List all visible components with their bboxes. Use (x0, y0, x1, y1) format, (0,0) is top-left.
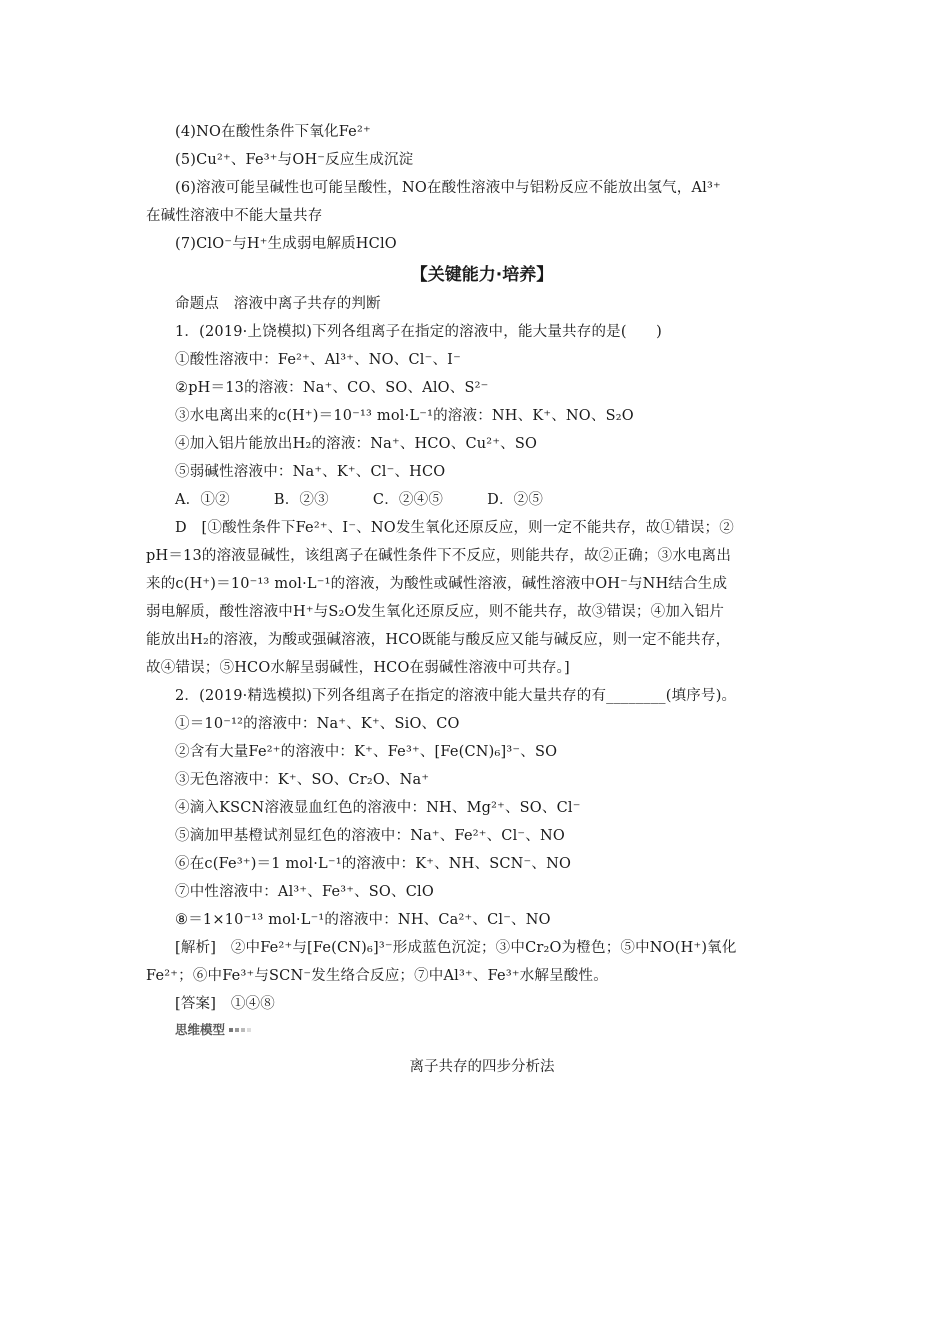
option-line: ⑤滴加甲基橙试剂显红色的溶液中：Na⁺、Fe²⁺、Cl⁻、NO (175, 828, 565, 844)
topic-heading: 命题点 溶液中离子共存的判断 (175, 296, 381, 312)
answer-explanation: 来的c(H⁺)＝10⁻¹³ mol·L⁻¹的溶液，为酸性或碱性溶液，碱性溶液中OH⁻与NH结合生成 (146, 576, 728, 592)
document-content (146, 118, 818, 1082)
option-line: ④滴入KSCN溶液显血红色的溶液中：NH、Mg²⁺、SO、Cl⁻ (175, 800, 581, 816)
option-line: ③无色溶液中：K⁺、SO、Cr₂O、Na⁺ (175, 772, 430, 788)
option-line: ①＝10⁻¹²的溶液中：Na⁺、K⁺、SiO、CO (175, 716, 460, 732)
dots-icon (229, 1028, 251, 1032)
option-line: ③水电离出来的c(H⁺)＝10⁻¹³ mol·L⁻¹的溶液：NH、K⁺、NO、S₂O (175, 408, 634, 424)
option-line: ②pH＝13的溶液：Na⁺、CO、SO、AlO、S²⁻ (175, 380, 489, 396)
option-line: ⑦中性溶液中：Al³⁺、Fe³⁺、SO、ClO (175, 884, 434, 900)
answer-line: [答案] ①④⑧ (175, 996, 275, 1012)
answer-explanation: 弱电解质，酸性溶液中H⁺与S₂O发生氧化还原反应，则不能共存，故③错误；④加入铝片 (146, 604, 725, 620)
answer-explanation: 故④错误；⑤HCO水解呈弱碱性，HCO在弱碱性溶液中可共存。] (146, 660, 570, 676)
answer-explanation: D [①酸性条件下Fe²⁺、I⁻、NO发生氧化还原反应，则一定不能共存，故①错误；② (175, 520, 734, 536)
option-line: ⑤弱碱性溶液中：Na⁺、K⁺、Cl⁻、HCO (175, 464, 446, 480)
text-line: (7)ClO⁻与H⁺生成弱电解质HClO (175, 236, 397, 252)
answer-explanation: 能放出H₂的溶液，为酸或强碱溶液，HCO既能与酸反应又能与碱反应，则一定不能共存， (146, 632, 731, 648)
option-line: ⑧＝1×10⁻¹³ mol·L⁻¹的溶液中：NH、Ca²⁺、Cl⁻、NO (175, 912, 551, 928)
question-1: 1．(2019·上饶模拟)下列各组离子在指定的溶液中，能大量共存的是( ) (175, 324, 662, 340)
option-line: ⑥在c(Fe³⁺)＝1 mol·L⁻¹的溶液中：K⁺、NH、SCN⁻、NO (175, 856, 572, 872)
text-line: (5)Cu²⁺、Fe³⁺与OH⁻反应生成沉淀 (175, 152, 414, 168)
text-line: 在碱性溶液中不能大量共存 (146, 208, 323, 224)
choice-line: A．①② B．②③ C．②④⑤ D．②⑤ (175, 492, 544, 508)
answer-explanation: pH＝13的溶液显碱性，该组离子在碱性条件下不反应，则能共存，故②正确；③水电离出 (146, 548, 732, 564)
model-label-text: 思维模型 (175, 1022, 226, 1037)
text-line: (4)NO在酸性条件下氧化Fe²⁺ (175, 124, 371, 140)
option-line: ②含有大量Fe²⁺的溶液中：K⁺、Fe³⁺、[Fe(CN)₆]³⁻、SO (175, 744, 558, 760)
option-line: ①酸性溶液中：Fe²⁺、Al³⁺、NO、Cl⁻、I⁻ (175, 352, 461, 368)
option-line: ④加入铝片能放出H₂的溶液：Na⁺、HCO、Cu²⁺、SO (175, 436, 538, 452)
model-title: 离子共存的四步分析法 (409, 1059, 555, 1075)
analysis-line: Fe²⁺；⑥中Fe³⁺与SCN⁻发生络合反应；⑦中Al³⁺、Fe³⁺水解呈酸性。 (146, 968, 608, 984)
section-title: 【关键能力·培养】 (410, 265, 554, 285)
question-2: 2．(2019·精选模拟)下列各组离子在指定的溶液中能大量共存的有________(填序号)。 (175, 688, 737, 704)
model-label (146, 1018, 818, 1042)
text-line: (6)溶液可能呈碱性也可能呈酸性，NO在酸性溶液中与铝粉反应不能放出氢气，Al³⁺ (175, 180, 721, 196)
analysis-line: [解析] ②中Fe²⁺与[Fe(CN)₆]³⁻形成蓝色沉淀；③中Cr₂O为橙色；⑤中NO(H⁺)氧化 (175, 940, 737, 956)
